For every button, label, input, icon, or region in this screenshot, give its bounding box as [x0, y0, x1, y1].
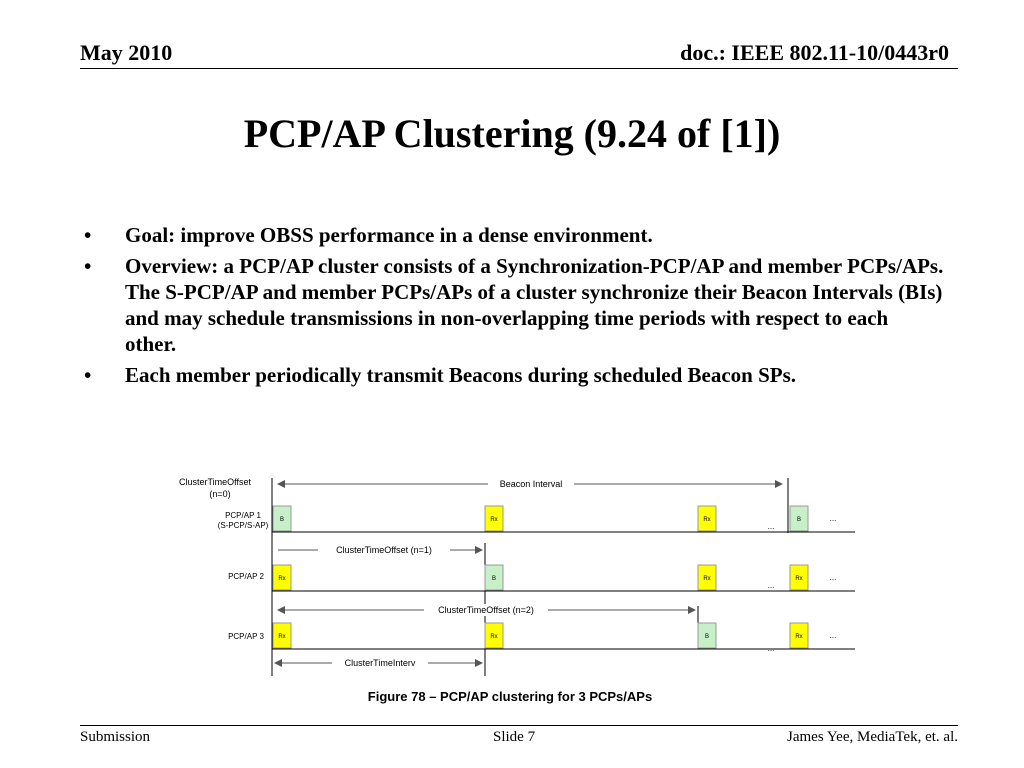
header-doc-id: doc.: IEEE 802.11-10/0443r0: [680, 40, 949, 65]
cluster-time-offset-n0-label: ClusterTimeOffset: [178, 477, 252, 487]
svg-text:Rx: Rx: [278, 634, 286, 640]
bullet-item: [84, 362, 944, 388]
bullet-item: [84, 253, 944, 357]
cluster-time-offset-n0-sub: (n=0): [209, 489, 231, 499]
clustering-figure: [160, 468, 880, 718]
row3-label: PCP/AP 3: [228, 632, 264, 641]
bullet-list: [84, 222, 944, 393]
svg-text:Rx: Rx: [703, 517, 711, 523]
header-date: May 2010: [80, 40, 173, 65]
row1-trailing-ellipsis: ...: [829, 514, 837, 523]
row2-ellipsis: ...: [767, 581, 775, 590]
bullet-text: Goal: improve OBSS performance in a dense environment.: [125, 223, 653, 247]
slide-title: PCP/AP Clustering (9.24 of [1]): [243, 111, 781, 156]
figure-caption: Figure 78 – PCP/AP clustering for 3 PCPs/APs: [367, 689, 653, 704]
row1-sublabel: (S-PCP/S-AP): [217, 521, 269, 530]
bullet-item: [84, 222, 944, 248]
row2-label: PCP/AP 2: [228, 572, 264, 581]
cluster-time-interval-label: ClusterTimeInterv: [344, 658, 416, 668]
offset-n2-label: ClusterTimeOffset (n=2): [438, 605, 534, 615]
header-divider: [80, 68, 958, 69]
footer-divider: [80, 725, 958, 726]
svg-text:Rx: Rx: [490, 517, 498, 523]
svg-text:B: B: [704, 634, 710, 640]
row3-trailing-ellipsis: ...: [829, 631, 837, 640]
bullet-icon: •: [84, 363, 92, 387]
footer-author: James Yee, MediaTek, et. al.: [787, 729, 958, 745]
svg-text:Rx: Rx: [795, 634, 803, 640]
svg-text:Rx: Rx: [795, 576, 803, 582]
svg-text:B: B: [279, 517, 285, 523]
row1-ellipsis: ...: [767, 522, 775, 531]
offset-n1-label: ClusterTimeOffset (n=1): [336, 545, 432, 555]
bullet-icon: •: [84, 223, 92, 247]
row3-ellipsis: ...: [767, 644, 775, 653]
bullet-text: Overview: a PCP/AP cluster consists of a Synchronization-PCP/AP and member PCPs/APs. The S-PCP/AP and member PCPs/APs of a cluster synchronize their Beacon Intervals (BIs) and may schedule transmissions in non-overlapping time periods with respect to each other.: [125, 254, 944, 356]
bullet-icon: •: [84, 254, 92, 278]
footer-slide-number: Slide 7: [493, 729, 536, 745]
svg-text:Rx: Rx: [490, 634, 498, 640]
row2-trailing-ellipsis: ...: [829, 573, 837, 582]
svg-text:B: B: [796, 517, 802, 523]
svg-text:Rx: Rx: [278, 576, 286, 582]
svg-text:Rx: Rx: [703, 576, 711, 582]
footer-submission: Submission: [80, 729, 151, 745]
beacon-interval-label: Beacon Interval: [499, 479, 563, 489]
svg-text:B: B: [491, 576, 497, 582]
bullet-text: Each member periodically transmit Beacons during scheduled Beacon SPs.: [125, 363, 797, 387]
row1-label: PCP/AP 1: [225, 511, 261, 520]
